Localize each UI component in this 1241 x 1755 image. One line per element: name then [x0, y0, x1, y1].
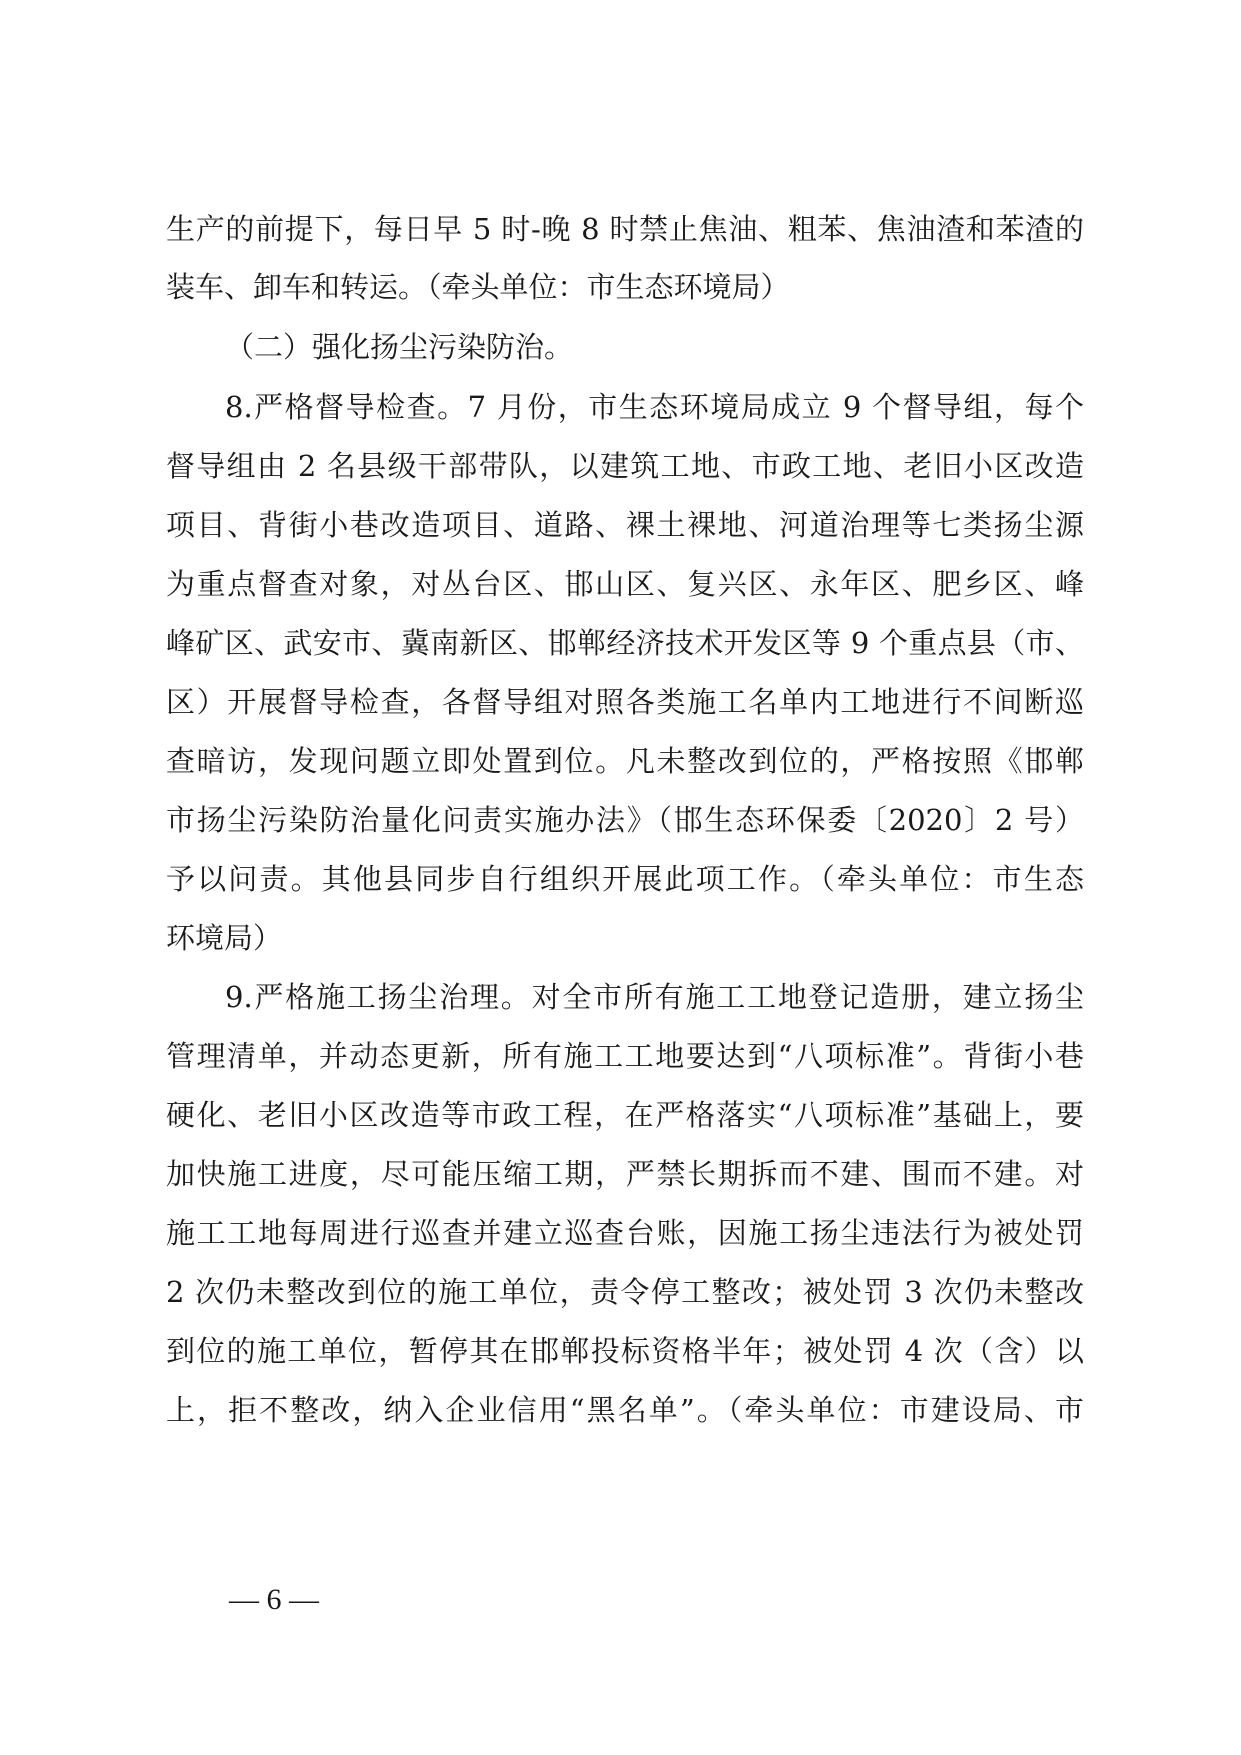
text-line: 加快施工进度，尽可能压缩工期，严禁长期拆而不建、围而不建。对 [166, 1157, 1084, 1191]
text-line: 上，拒不整改，纳入企业信用“黑名单”。（牵头单位：市建设局、市 [166, 1393, 1084, 1427]
text-line: 查暗访，发现问题立即处置到位。凡未整改到位的，严格按照《邯郸 [166, 744, 1084, 778]
text-line: 到位的施工单位，暂停其在邯郸投标资格半年；被处罚 4 次（含）以 [166, 1334, 1084, 1368]
text-line: 装车、卸车和转运。（牵头单位：市生态环境局） [166, 270, 790, 304]
text-line: 硬化、老旧小区改造等市政工程，在严格落实“八项标准”基础上，要 [166, 1098, 1084, 1132]
text-line: 施工工地每周进行巡查并建立巡查台账，因施工扬尘违法行为被处罚 [166, 1216, 1084, 1250]
paragraph-start: 9.严格施工扬尘治理。对全市所有施工工地登记造册，建立扬尘 [225, 980, 1084, 1014]
paragraph-start: 8.严格督导检查。7 月份，市生态环境局成立 9 个督导组，每个 [225, 390, 1084, 424]
text-line: 管理清单，并动态更新，所有施工工地要达到“八项标准”。背街小巷 [166, 1039, 1084, 1073]
page-number: — 6 — [229, 1583, 319, 1616]
text-line: 峰矿区、武安市、冀南新区、邯郸经济技术开发区等 9 个重点县（市、 [166, 626, 1084, 660]
text-line: 环境局） [166, 921, 283, 955]
text-line: 市扬尘污染防治量化问责实施办法》（邯生态环保委〔2020〕2 号） [166, 803, 1084, 837]
section-heading: （二）强化扬尘污染防治。 [225, 330, 574, 364]
text-line: 区）开展督导检查，各督导组对照各类施工名单内工地进行不间断巡 [166, 685, 1084, 719]
text-line: 督导组由 2 名县级干部带队，以建筑工地、市政工地、老旧小区改造 [166, 449, 1084, 483]
text-line: 项目、背街小巷改造项目、道路、裸土裸地、河道治理等七类扬尘源 [166, 508, 1084, 542]
text-line: 为重点督查对象，对丛台区、邯山区、复兴区、永年区、肥乡区、峰 [166, 567, 1084, 601]
text-line: 予以问责。其他县同步自行组织开展此项工作。（牵头单位：市生态 [166, 862, 1084, 896]
text-line: 生产的前提下，每日早 5 时-晚 8 时禁止焦油、粗苯、焦油渣和苯渣的 [166, 212, 1084, 246]
text-line: 2 次仍未整改到位的施工单位，责令停工整改；被处罚 3 次仍未整改 [166, 1275, 1084, 1309]
